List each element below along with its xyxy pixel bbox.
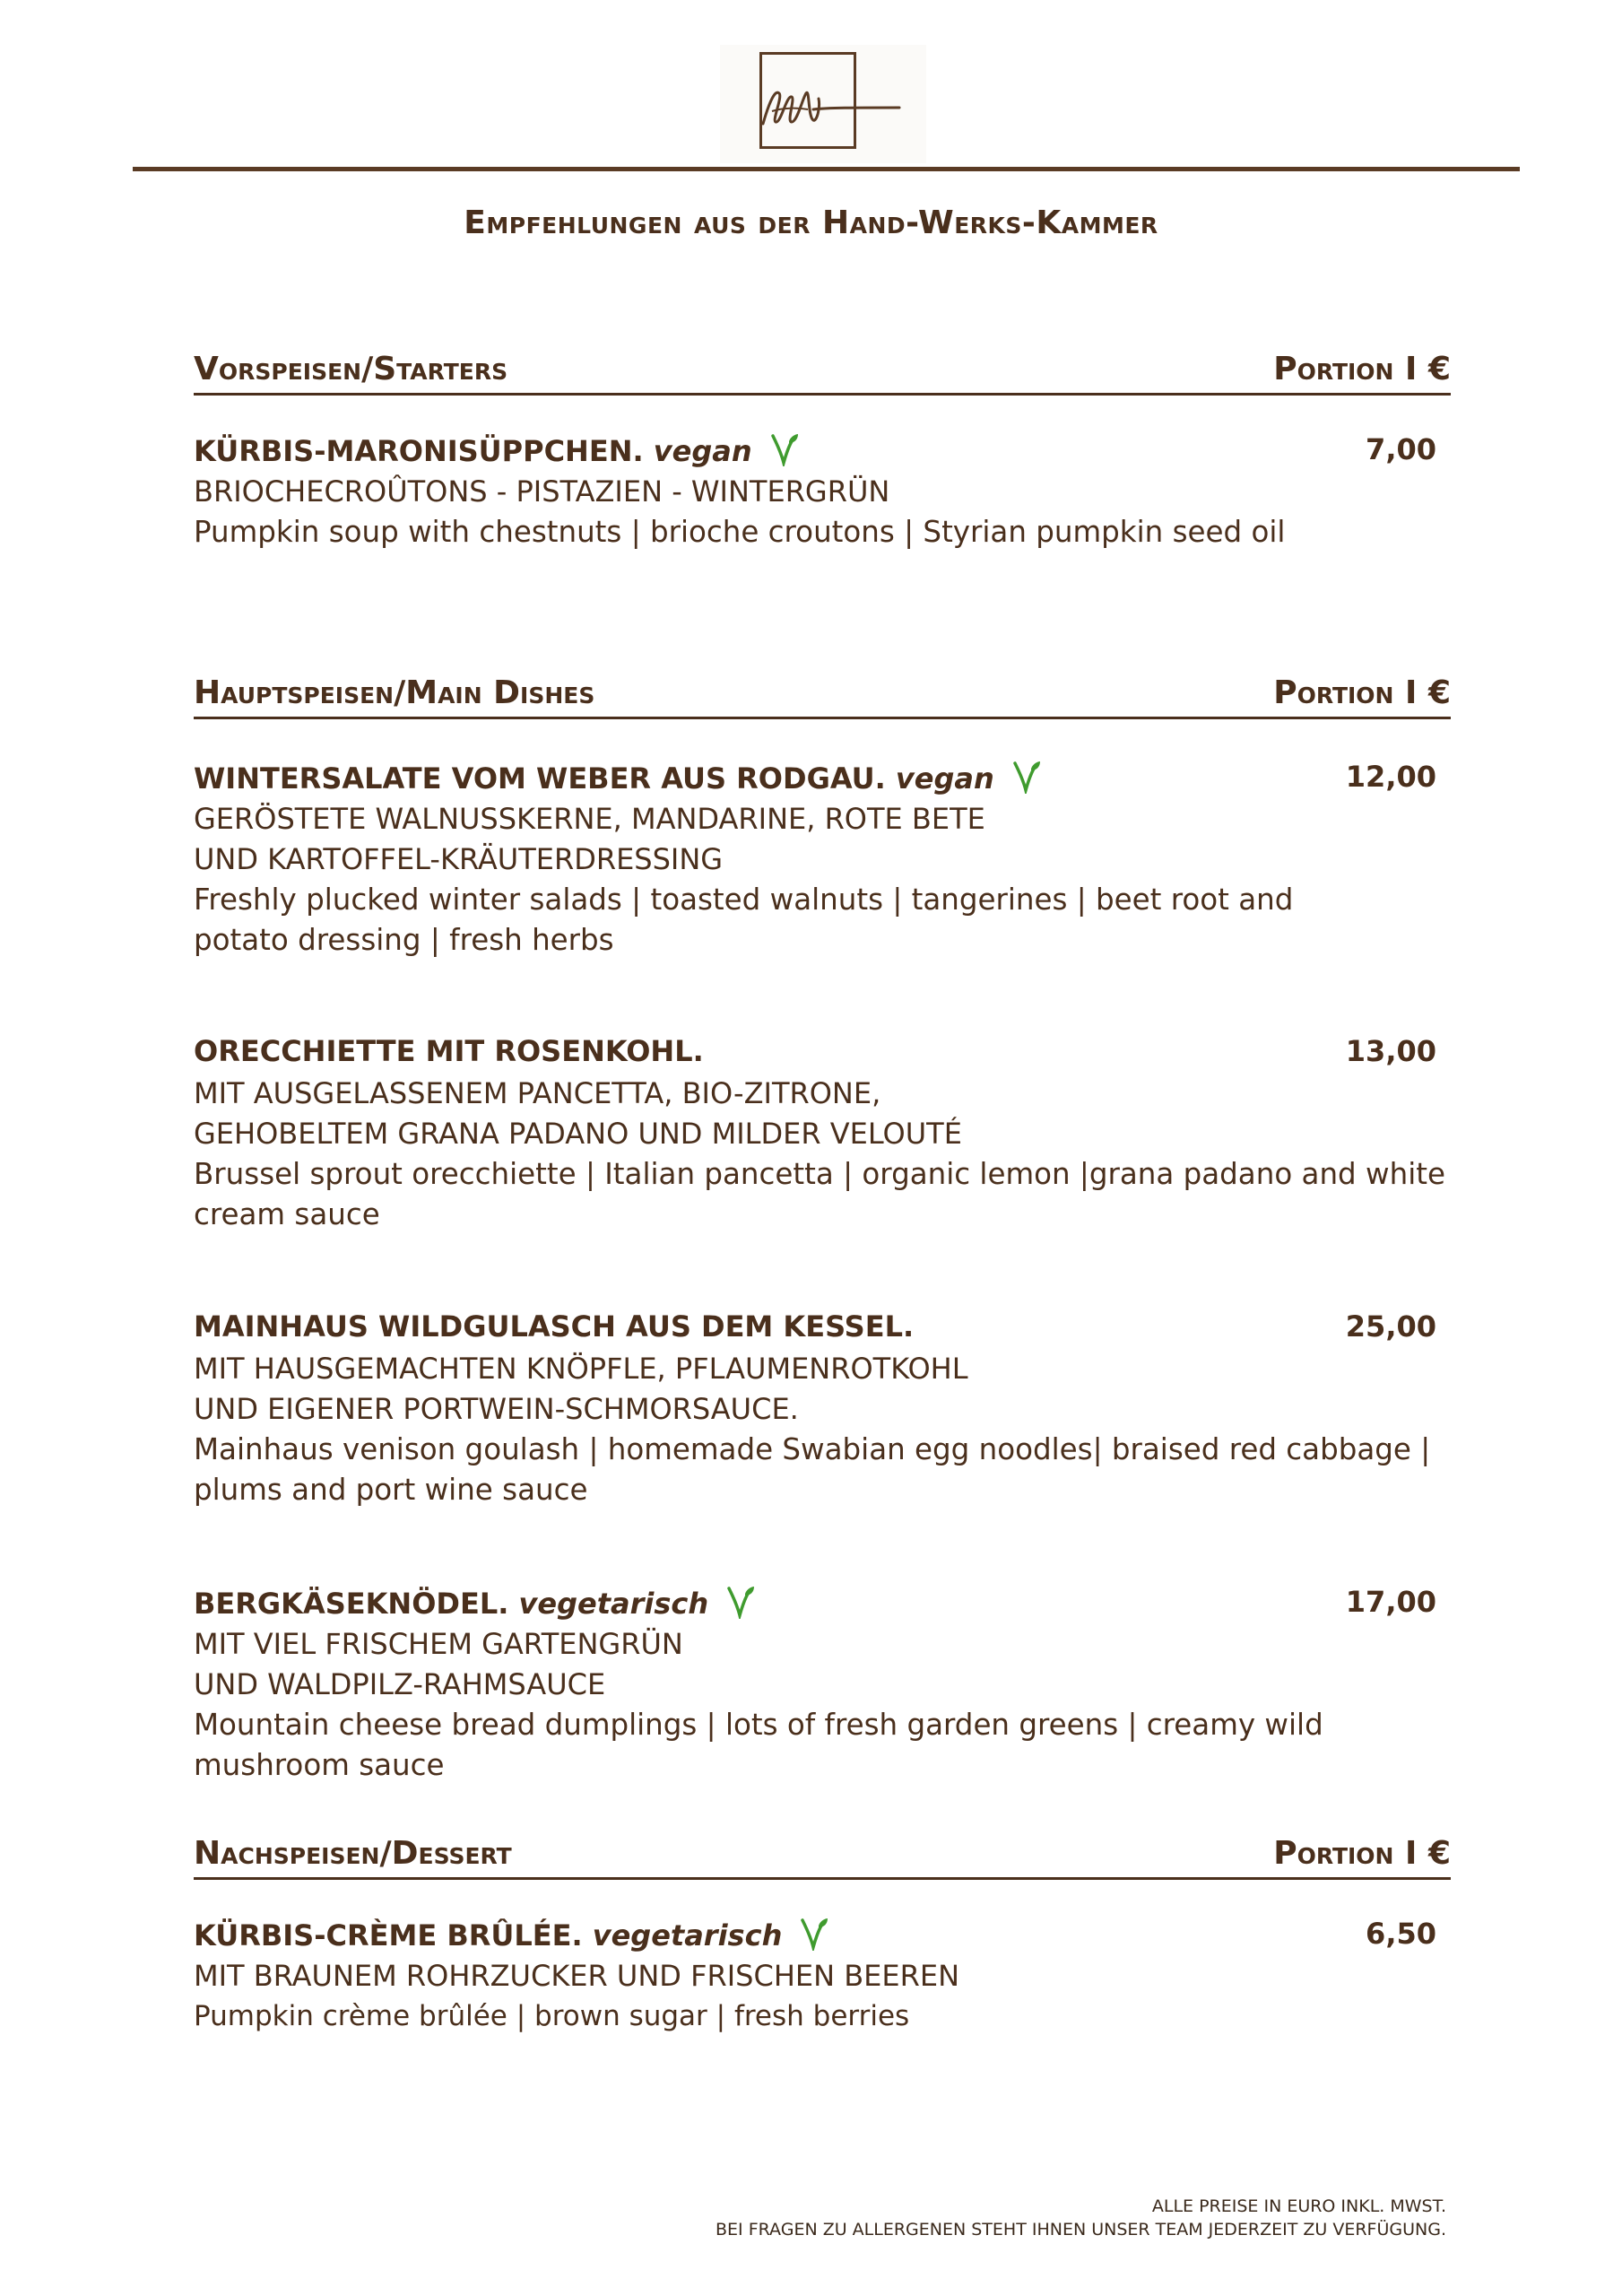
dish-name: ORECCHIETTE MIT ROSENKOHL. — [194, 1034, 704, 1068]
dish-name: MAINHAUS WILDGULASCH AUS DEM KESSEL. — [194, 1309, 915, 1344]
dish-description-de: UND KARTOFFEL-KRÄUTERDRESSING — [194, 842, 724, 876]
dish-item — [194, 758, 1458, 961]
dish-price: 17,00 — [1345, 1585, 1436, 1619]
diet-tag: vegan — [653, 434, 752, 468]
footer-note — [716, 2195, 1446, 2241]
price-note: ALLE PREISE IN EURO INKL. MWST. — [1151, 2196, 1446, 2216]
price-column-header: Portion I € — [1273, 1835, 1451, 1872]
dish-item — [194, 1308, 1458, 1510]
dish-name: KÜRBIS-MARONISÜPPCHEN. — [194, 434, 644, 468]
dish-item — [194, 1583, 1458, 1786]
dish-item — [194, 1915, 1458, 2037]
section-title: Hauptspeisen/Main Dishes — [194, 674, 595, 711]
dish-name: WINTERSALATE VOM WEBER AUS RODGAU. — [194, 761, 886, 796]
dish-description-de: MIT HAUSGEMACHTEN KNÖPFLE, PFLAUMENROTKOHL — [194, 1352, 968, 1386]
dish-description-en: Pumpkin soup with chestnuts | brioche croutons | Styrian pumpkin seed oil — [194, 515, 1286, 549]
dish-price: 12,00 — [1345, 760, 1436, 794]
dish-name: KÜRBIS-CRÈME BRÛLÉE. — [194, 1918, 583, 1952]
price-column-header: Portion I € — [1273, 351, 1451, 387]
dish-description-de: GERÖSTETE WALNUSSKERNE, MANDARINE, ROTE BETE — [194, 802, 985, 836]
dish-item — [194, 430, 1458, 552]
logo — [720, 45, 926, 163]
signature-logo-icon — [720, 45, 926, 163]
dish-description-de: GEHOBELTEM GRANA PADANO UND MILDER VELOUTÉ — [194, 1117, 962, 1151]
dish-description-de: BRIOCHECROÛTONS - PISTAZIEN - WINTERGRÜN — [194, 474, 890, 509]
section-title: Vorspeisen/Starters — [194, 351, 508, 387]
section-title: Nachspeisen/Dessert — [194, 1835, 512, 1872]
dish-description-de: UND EIGENER PORTWEIN-SCHMORSAUCE. — [194, 1392, 799, 1426]
allergen-note: BEI FRAGEN ZU ALLERGENEN STEHT IHNEN UNSER TEAM JEDERZEIT ZU VERFÜGUNG. — [716, 2220, 1446, 2239]
dish-description-de: UND WALDPILZ-RAHMSAUCE — [194, 1667, 606, 1701]
leaf-icon — [769, 432, 800, 466]
leaf-icon — [799, 1917, 829, 1951]
dish-price: 13,00 — [1345, 1034, 1436, 1068]
header-rule — [133, 167, 1520, 171]
section-header-dessert — [194, 1832, 1451, 1880]
dish-price: 25,00 — [1345, 1309, 1436, 1344]
price-column-header: Portion I € — [1273, 674, 1451, 711]
page-title: Empfehlungen aus der Hand-Werks-Kammer — [464, 204, 1158, 241]
dish-description-en: Brussel sprout orecchiette | Italian pancetta | organic lemon |grana padano and white cream sauce — [194, 1157, 1445, 1231]
dish-item — [194, 1032, 1458, 1235]
dish-description-de: MIT BRAUNEM ROHRZUCKER UND FRISCHEN BEEREN — [194, 1959, 959, 1993]
diet-tag: vegetarisch — [592, 1918, 783, 1952]
dish-description-en: Mountain cheese bread dumplings | lots of fresh garden greens | creamy wild mushroom sauce — [194, 1708, 1323, 1782]
section-header-mains — [194, 672, 1451, 719]
diet-tag: vegan — [895, 761, 994, 796]
dish-price: 7,00 — [1366, 432, 1436, 466]
dish-description-de: MIT VIEL FRISCHEM GARTENGRÜN — [194, 1627, 683, 1661]
dish-price: 6,50 — [1366, 1917, 1436, 1951]
dish-name: BERGKÄSEKNÖDEL. — [194, 1587, 509, 1621]
dish-description-de: MIT AUSGELASSENEM PANCETTA, BIO-ZITRONE, — [194, 1076, 881, 1110]
dish-description-en: Mainhaus venison goulash | homemade Swabian egg noodles| braised red cabbage | plums and port wine sauce — [194, 1432, 1431, 1507]
leaf-icon — [1011, 760, 1042, 794]
leaf-icon — [725, 1585, 756, 1619]
dish-description-en: Freshly plucked winter salads | toasted walnuts | tangerines | beet root and potato dressing | fresh herbs — [194, 883, 1294, 957]
diet-tag: vegetarisch — [518, 1587, 709, 1621]
section-header-starters — [194, 348, 1451, 396]
dish-description-en: Pumpkin crème brûlée | brown sugar | fresh berries — [194, 2000, 910, 2032]
